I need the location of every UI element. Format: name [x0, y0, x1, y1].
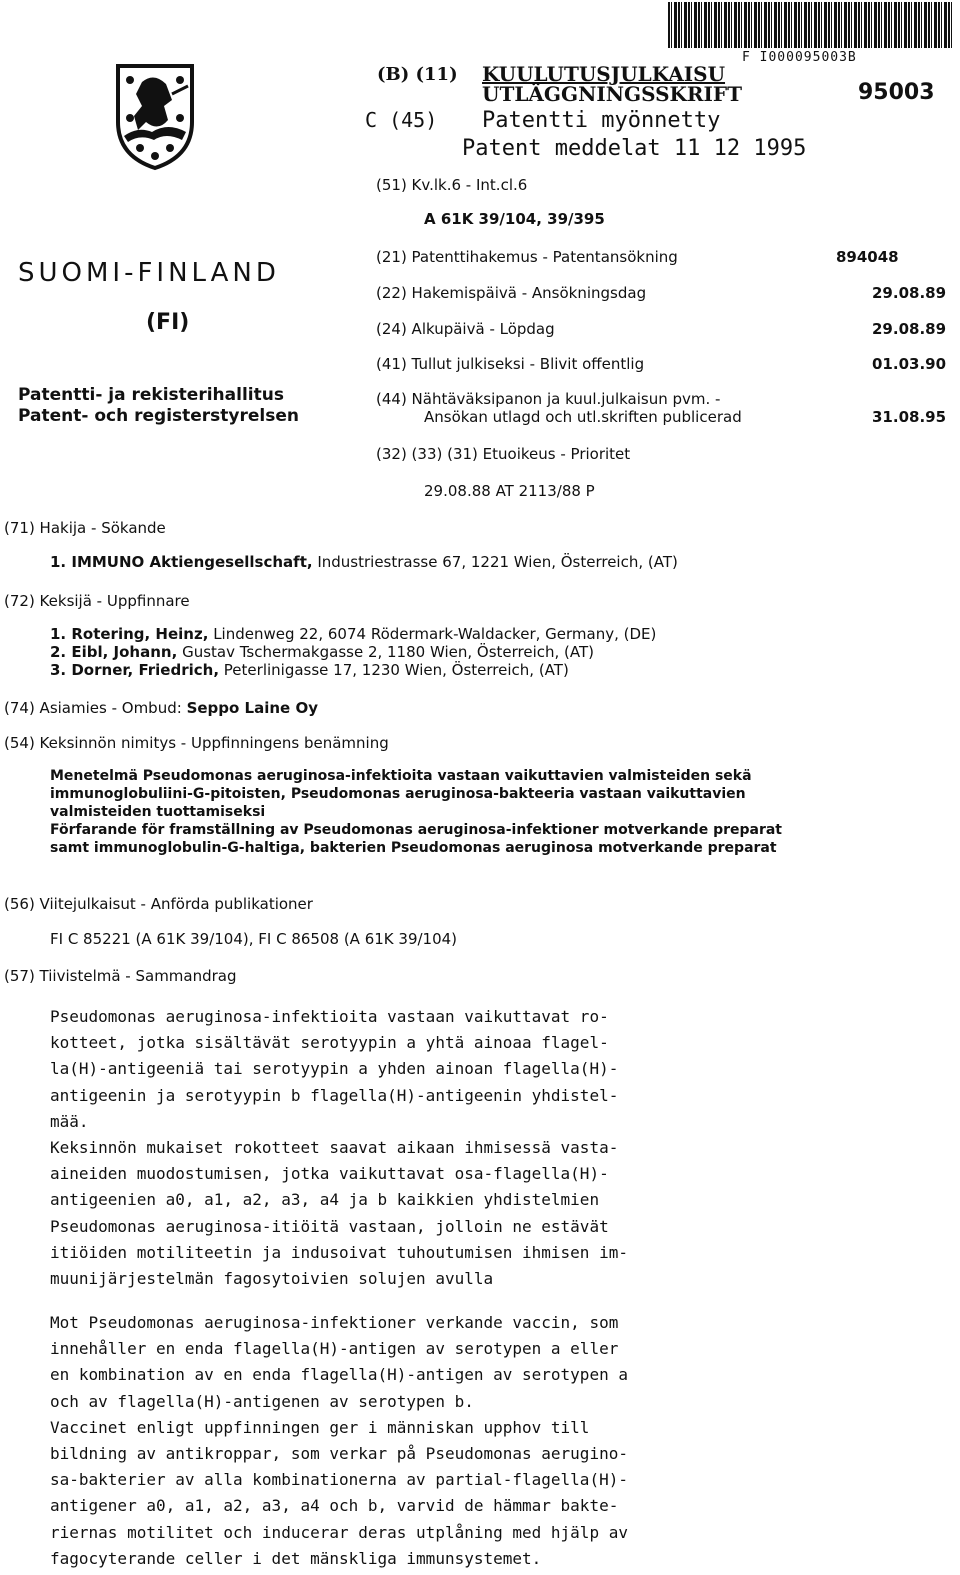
r56-label: (56) Viitejulkaisut - Anförda publikationer [4, 895, 313, 913]
abstract-fi-line: Pseudomonas aeruginosa-itiöitä vastaan, jolloin ne estävät [50, 1216, 609, 1236]
patentti-line: Patentti myönnetty [482, 108, 721, 133]
r22-value: 29.08.89 [872, 284, 947, 302]
r74-row [4, 699, 318, 717]
title-fi: KUULUTUSJULKAISU [482, 62, 726, 86]
abstract-fi-line: Pseudomonas aeruginosa-infektioita vastaan vaikuttavat ro- [50, 1007, 609, 1026]
b11-label: (B) (11) [377, 64, 458, 85]
barcode-text: F I000095003B [742, 50, 857, 65]
office-name-sv: Patent- och registerstyrelsen [18, 406, 299, 426]
kv-lk-label: (51) Kv.lk.6 - Int.cl.6 [376, 176, 528, 194]
abstract-sv-line: Vaccinet enligt uppfinningen ger i människan upphov till [50, 1417, 590, 1437]
abstract-sv-line: sa-bakterier av alla kombinationerna av partial-flagella(H)- [50, 1470, 628, 1490]
r32-value: 29.08.88 AT 2113/88 P [424, 482, 595, 500]
title-fi-line2: immunoglobuliini-G-pitoisten, Pseudomonas aeruginosa-bakteeria vastaan vaikuttavien [50, 786, 746, 802]
inventor-2 [50, 643, 594, 661]
abstract-fi-line: Keksinnön mukaiset rokotteet saavat aikaan ihmisessä vasta- [50, 1138, 619, 1158]
patent-granted-line: Patent meddelat 11 12 1995 [462, 136, 807, 161]
abstract-fi-line: antigeenien a0, a1, a2, a3, a4 ja b kaikkien yhdistelmien [50, 1190, 600, 1210]
r21-value: 894048 [836, 248, 899, 266]
abstract-sv-line: Mot Pseudomonas aeruginosa-infektioner verkande vaccin, som [50, 1313, 619, 1332]
r21-label: (21) Patenttihakemus - Patentansökning [376, 248, 678, 266]
abstract-fi-line: antigeenin ja serotyypin b flagella(H)-antigeenin yhdistel- [50, 1085, 619, 1105]
r32-label: (32) (33) (31) Etuoikeus - Prioritet [376, 445, 631, 463]
barcode [668, 2, 954, 48]
abstract-sv-line: bildning av antikroppar, som verkar på Pseudomonas aerugino- [50, 1444, 628, 1464]
abstract-fi-line: muunijärjestelmän fagosytoivien solujen avulla [50, 1269, 494, 1289]
r44-value: 31.08.95 [872, 408, 947, 426]
r72-label: (72) Keksijä - Uppfinnare [4, 592, 190, 610]
abstract-sv [50, 1310, 628, 1572]
abstract-sv-line: en kombination av en enda flagella(H)-antigen av serotypen a [50, 1365, 628, 1385]
inventor-3-name: 3. Dorner, Friedrich, [50, 661, 220, 679]
title-sv-line1: Förfarande för framställning av Pseudomonas aeruginosa-infektioner motverkande preparat [50, 822, 782, 838]
country-code: (FI) [146, 310, 190, 335]
r57-label: (57) Tiivistelmä - Sammandrag [4, 967, 237, 985]
office-name-fi: Patentti- ja rekisterihallitus [18, 385, 284, 405]
r44-label-line1: (44) Nähtäväksipanon ja kuul.julkaisun pvm. - [376, 390, 721, 408]
r24-label: (24) Alkupäivä - Löpdag [376, 320, 555, 338]
r44-label-line2: Ansökan utlagd och utl.skriften publicerad [424, 408, 742, 426]
abstract-fi [50, 1004, 628, 1292]
abstract-sv-line: antigener a0, a1, a2, a3, a4 och b, varvid de hämmar bakte- [50, 1496, 619, 1516]
title-fi-line1: Menetelmä Pseudomonas aeruginosa-infektioita vastaan vaikuttavien valmisteiden sekä [50, 768, 752, 784]
abstract-sv-line: och av flagella(H)-antigenen av serotypen b. [50, 1391, 474, 1411]
publication-number: 95003 [858, 80, 935, 105]
applicant-address: Industriestrasse 67, 1221 Wien, Österreich, (AT) [312, 553, 678, 571]
abstract-sv-line: riernas motilitet och inducerar deras utplåning med hjälp av [50, 1522, 628, 1542]
abstract-fi-line: itiöiden motiliteetin ja indusoivat tuhoutumisen ihmisen im- [50, 1242, 628, 1262]
r41-value: 01.03.90 [872, 355, 947, 373]
r24-value: 29.08.89 [872, 320, 947, 338]
r54-label: (54) Keksinnön nimitys - Uppfinningens benämning [4, 734, 389, 752]
inventor-2-name: 2. Eibl, Johann, [50, 643, 178, 661]
abstract-sv-line: fagocyterande celler i det mänskliga immunsystemet. [50, 1548, 542, 1568]
inventor-3-address: Peterlinigasse 17, 1230 Wien, Österreich, (AT) [219, 661, 569, 679]
title-sv-line2: samt immunoglobulin-G-haltiga, bakterien Pseudomonas aeruginosa motverkande preparat [50, 840, 777, 856]
abstract-fi-line: la(H)-antigeeniä tai serotyypin a yhden ainoan flagella(H)- [50, 1059, 619, 1079]
r74-label: (74) Asiamies - Ombud: [4, 699, 182, 717]
applicant [50, 553, 678, 571]
c45-label: C (45) [365, 108, 438, 132]
coat-of-arms-icon [112, 60, 198, 172]
title-sv: UTLÄGGNINGSSKRIFT [482, 82, 742, 106]
r22-label: (22) Hakemispäivä - Ansökningsdag [376, 284, 647, 302]
inventor-3 [50, 661, 569, 679]
inventor-2-address: Gustav Tschermakgasse 2, 1180 Wien, Österreich, (AT) [177, 643, 595, 661]
r41-label: (41) Tullut julkiseksi - Blivit offentlig [376, 355, 645, 373]
r71-label: (71) Hakija - Sökande [4, 519, 166, 537]
r56-value: FI C 85221 (A 61K 39/104), FI C 86508 (A 61K 39/104) [50, 930, 458, 948]
abstract-fi-line: aineiden muodostumisen, jotka vaikuttavat osa-flagella(H)- [50, 1164, 609, 1184]
ipc-classes: A 61K 39/104, 39/395 [424, 210, 605, 228]
title-fi-line3: valmisteiden tuottamiseksi [50, 804, 266, 820]
abstract-fi-line: kotteet, jotka sisältävät serotyypin a yhtä ainoaa flagel- [50, 1033, 609, 1053]
country-name: SUOMI-FINLAND [18, 258, 280, 288]
r74-value: Seppo Laine Oy [186, 699, 318, 717]
applicant-name: 1. IMMUNO Aktiengesellschaft, [50, 553, 313, 571]
inventor-1-name: 1. Rotering, Heinz, [50, 625, 209, 643]
inventor-1 [50, 625, 656, 643]
abstract-sv-line: innehåller en enda flagella(H)-antigen av serotypen a eller [50, 1339, 619, 1359]
abstract-fi-line: mää. [50, 1111, 89, 1131]
inventor-1-address: Lindenweg 22, 6074 Rödermark-Waldacker, Germany, (DE) [208, 625, 657, 643]
